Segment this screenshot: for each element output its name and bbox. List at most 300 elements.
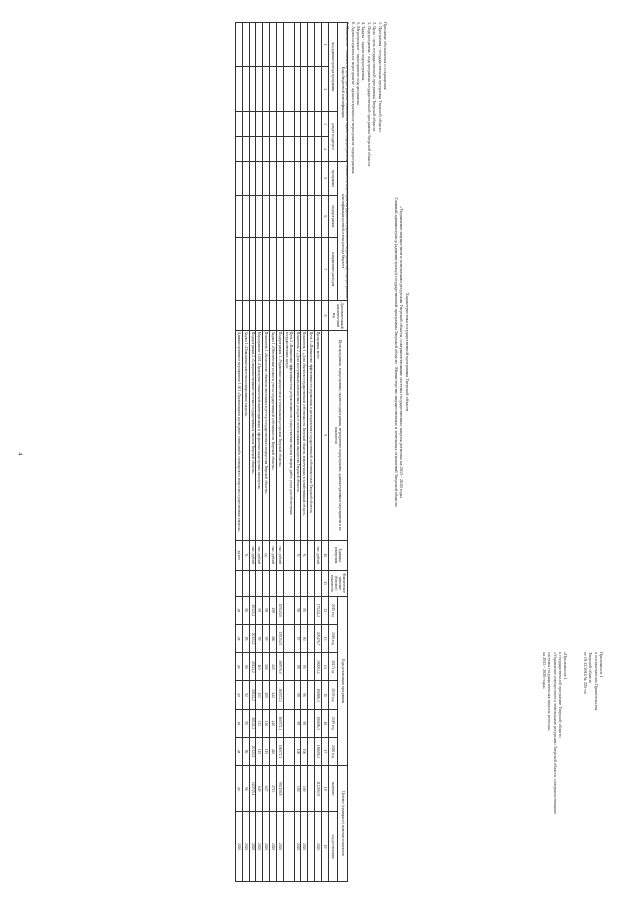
code-cell	[283, 301, 294, 330]
code-cell	[249, 195, 256, 238]
year-value-cell: 180696,3	[315, 681, 322, 709]
header-prog-code: Дополнительный аналитический код	[328, 301, 347, 330]
year-value-cell	[308, 653, 315, 681]
final-value-cell: 100	[301, 766, 308, 812]
table-body	[236, 23, 329, 882]
year-value-cell	[283, 653, 294, 681]
year-value-cell: 90	[301, 624, 308, 652]
year-value-cell: 110	[263, 709, 270, 737]
code-cell	[270, 137, 277, 162]
code-cell	[242, 111, 249, 136]
code-cell	[270, 238, 277, 301]
row-name-cell: Показатель 2 «Доля поступивших неналоговых доходов от использования имущества Тверской области»	[294, 330, 301, 540]
base-cell	[315, 570, 322, 596]
code-cell	[242, 195, 249, 238]
code-cell	[249, 111, 256, 136]
code-cell	[242, 67, 249, 111]
header-subprogram: подпрограмма	[328, 195, 338, 238]
year-value-cell: 98	[294, 681, 301, 709]
year-done-cell: 2020	[270, 812, 277, 882]
year-value-cell: 190094,2	[315, 653, 322, 681]
code-cell	[308, 301, 315, 330]
final-value-cell: 100	[294, 766, 301, 812]
header-target: классификация целевой статьи расхода бюджета	[338, 162, 348, 301]
code-cell	[236, 162, 243, 195]
legend-line: Принятые обозначения и сокращения:	[383, 22, 388, 91]
code-cell	[270, 301, 277, 330]
code-cell	[276, 67, 283, 111]
final-value-cell	[283, 766, 294, 812]
landscape-sheet	[30, 12, 610, 892]
code-cell	[236, 67, 243, 111]
year-value-cell: 113	[256, 681, 263, 709]
code-cell	[276, 23, 283, 67]
header-2015: 2015 год	[328, 596, 338, 624]
code-cell	[263, 67, 270, 111]
year-value-cell: 99	[263, 624, 270, 652]
year-value-cell: да	[236, 653, 243, 681]
final-value-cell	[308, 766, 315, 812]
header-unit: Единица измерения	[328, 540, 347, 570]
code-cell	[256, 195, 263, 238]
year-value-cell: да	[236, 624, 243, 652]
appendix-line: от 19.12.2014 № 225-пп	[582, 652, 588, 695]
column-index-cell: 9	[321, 330, 328, 540]
code-cell	[270, 67, 277, 111]
code-cell	[256, 301, 263, 330]
column-index-cell: 13	[321, 624, 328, 652]
year-value-cell: 160572,1	[276, 681, 283, 709]
final-value-cell: 627	[263, 766, 270, 812]
table-row	[315, 23, 322, 882]
header-razdel: раздел подраздел	[328, 111, 338, 161]
final-value-cell: 120745,1	[249, 766, 256, 812]
year-value-cell: 97	[294, 624, 301, 652]
code-cell	[294, 162, 301, 195]
year-value-cell: да	[236, 596, 243, 624]
year-value-cell: 113	[256, 709, 263, 737]
legend-line: 7. Показатель - показатель цели программы, показатель задачи подпрограммы, показатель мероприятия (административного мероприятия) подпрограммы.	[345, 22, 351, 299]
unit-cell	[283, 540, 294, 570]
code-cell	[236, 111, 243, 136]
year-value-cell: 20124,2	[249, 737, 256, 765]
header-2017: 2017 год	[328, 653, 338, 681]
code-cell	[294, 301, 301, 330]
code-cell	[263, 111, 270, 136]
code-cell	[301, 111, 308, 136]
year-value-cell	[308, 596, 315, 624]
code-cell	[256, 162, 263, 195]
table-row	[283, 23, 294, 882]
code-cell	[315, 238, 322, 301]
code-cell	[315, 162, 322, 195]
code-cell	[294, 137, 301, 162]
header-2018: 2018 год	[328, 681, 338, 709]
year-value-cell: 20124,2	[249, 653, 256, 681]
row-name-cell: Показатель 1 «Доля объектов государственной собственности Тверской области, вовлеченных в хозяйственный оборот»	[301, 330, 308, 540]
code-cell	[236, 23, 243, 67]
row-name-cell: Задача 1 «Обеспечение полноты учета государственной собственности Тверской области»	[270, 330, 277, 540]
code-cell	[308, 162, 315, 195]
row-name-cell: Административное мероприятие 1.001 «Организация и проведение совещаний и семинаров по вопросам осуществления закупок»	[236, 330, 243, 540]
code-cell	[294, 238, 301, 301]
year-value-cell: 488	[270, 596, 277, 624]
column-index-cell: 18	[321, 766, 328, 812]
code-cell	[301, 238, 308, 301]
title-line-2: «Управление имуществом и земельными ресурсами Тверской области, совершенствование системы государственных закупок региона» на 2015 - 2020 годы	[399, 206, 405, 498]
year-value-cell: 100	[294, 737, 301, 765]
base-cell	[308, 570, 315, 596]
row-name-cell: Программа, всего	[315, 330, 322, 540]
column-index-cell: 14	[321, 653, 328, 681]
header-program: программа	[328, 162, 338, 195]
year-done-cell: 2020	[315, 812, 322, 882]
year-value-cell: 180696,3	[315, 709, 322, 737]
code-cell	[301, 195, 308, 238]
table-row	[301, 23, 308, 882]
year-value-cell: 92	[242, 681, 249, 709]
unit-cell: тыс. рублей	[256, 540, 263, 570]
column-index-cell: 15	[321, 681, 328, 709]
column-index-cell: 3	[321, 111, 328, 136]
program-table	[235, 22, 351, 882]
code-cell	[283, 67, 294, 111]
year-value-cell	[283, 681, 294, 709]
row-name-cell: Показатель 1 «Количество объектов, внесенных в реестр государственного имущества Тверской области»	[263, 330, 270, 540]
year-done-cell: 2020	[249, 812, 256, 882]
row-name-cell: Подпрограмма 2 «Совершенствование системы государственных закупок Тверской области»	[249, 330, 256, 540]
year-value-cell: 440	[270, 737, 277, 765]
year-value-cell: 155120,0	[276, 596, 283, 624]
document-title	[393, 72, 410, 632]
code-cell	[263, 162, 270, 195]
code-cell	[308, 67, 315, 111]
unit-cell: тыс. рублей	[249, 540, 256, 570]
year-value-cell: 96	[301, 681, 308, 709]
header-2016: 2016 год	[328, 624, 338, 652]
code-cell	[276, 195, 283, 238]
code-cell	[276, 238, 283, 301]
unit-cell	[308, 540, 315, 570]
year-value-cell	[308, 709, 315, 737]
table-row	[294, 23, 301, 882]
year-done-cell: 2020	[294, 812, 301, 882]
base-cell	[301, 570, 308, 596]
code-cell	[263, 301, 270, 330]
header-year-done: год достижения	[328, 812, 338, 882]
unit-cell: %	[301, 540, 308, 570]
year-value-cell	[308, 681, 315, 709]
code-cell	[301, 162, 308, 195]
year-value-cell: 20124,2	[249, 624, 256, 652]
year-value-cell	[283, 737, 294, 765]
header-value: значение	[328, 766, 338, 812]
column-index-cell: 17	[321, 737, 328, 765]
header-code: Коды бюджетной классификации	[338, 23, 348, 162]
row-name-cell: Задача 1 «Повышение качества планирования закупок»	[242, 330, 249, 540]
code-cell	[249, 137, 256, 162]
year-value-cell	[308, 737, 315, 765]
year-value-cell: 180696,3	[315, 737, 322, 765]
year-value-cell: 100	[301, 737, 308, 765]
column-index-row	[321, 23, 328, 882]
year-value-cell: 96	[242, 737, 249, 765]
year-value-cell: 185352,5	[276, 624, 283, 652]
year-value-cell	[283, 709, 294, 737]
year-value-cell: 98	[301, 709, 308, 737]
unit-cell: %	[242, 540, 249, 570]
appendix-line: Тверской области	[588, 652, 594, 684]
code-cell	[283, 23, 294, 67]
year-value-cell: 443	[270, 653, 277, 681]
year-done-cell	[283, 812, 294, 882]
legend	[345, 22, 388, 422]
year-value-cell: да	[236, 737, 243, 765]
year-value-cell: 90	[242, 653, 249, 681]
code-cell	[249, 23, 256, 67]
appendix-line: «Управление имуществом и земельными ресурсами Тверской области, совершенствование	[552, 652, 558, 815]
unit-cell: да/нет	[236, 540, 243, 570]
year-value-cell: 175244,2	[315, 596, 322, 624]
final-value-cell: да	[236, 766, 243, 812]
code-cell	[308, 195, 315, 238]
final-value-cell: 96	[242, 766, 249, 812]
column-index-cell: 11	[321, 570, 328, 596]
code-cell	[256, 23, 263, 67]
year-value-cell: 115	[263, 737, 270, 765]
base-cell	[270, 570, 277, 596]
appendix-line: «Приложение 1	[563, 652, 569, 680]
header-admin: код администратора программы	[328, 23, 338, 112]
year-value-cell: 95	[301, 653, 308, 681]
base-cell	[294, 570, 301, 596]
column-index-cell: 6	[321, 195, 328, 238]
year-value-cell: 85	[242, 624, 249, 652]
final-value-cell: 649	[256, 766, 263, 812]
code-cell	[294, 111, 301, 136]
year-value-cell: 99	[256, 596, 263, 624]
unit-cell: ед.	[263, 540, 270, 570]
year-done-cell	[308, 812, 315, 882]
column-index-cell: 10	[321, 540, 328, 570]
year-value-cell: 96	[294, 596, 301, 624]
unit-cell: тыс. рублей	[315, 540, 322, 570]
code-cell	[315, 195, 322, 238]
column-index-cell: 12	[321, 596, 328, 624]
appendix-block-2	[541, 652, 568, 882]
legend-line: 2. Цель - цель государственной программы Тверской области.	[372, 22, 378, 133]
table-row	[263, 23, 270, 882]
code-cell	[315, 137, 322, 162]
unit-cell: тыс. рублей	[276, 540, 283, 570]
year-value-cell: 160572,1	[276, 737, 283, 765]
row-name-cell: Мероприятие 1.001 «Проведение технической инвентаризации и оформление кадастровых паспортов»	[256, 330, 263, 540]
row-name-cell: Цель 1 «Повышение эффективности управления и распоряжения государственной собственностью Тверской области»	[308, 330, 315, 540]
year-value-cell: 105	[263, 681, 270, 709]
table-row	[270, 23, 277, 882]
code-cell	[270, 23, 277, 67]
code-cell	[270, 195, 277, 238]
code-cell	[256, 238, 263, 301]
year-value-cell: 80	[242, 596, 249, 624]
base-cell	[263, 570, 270, 596]
code-cell	[276, 162, 283, 195]
year-value-cell: 169970,0	[276, 653, 283, 681]
appendix-line: Приложение 1	[599, 652, 604, 678]
legend-line: 1. Программа - государственная программа Тверской области.	[377, 22, 383, 133]
header-base: Фактическое значение (базовое) показателя	[328, 570, 347, 596]
code-cell	[249, 67, 256, 111]
column-index-cell: 8	[321, 301, 328, 330]
header-final: Целевое (суммарное) значение показателя	[338, 766, 348, 882]
code-cell	[283, 137, 294, 162]
code-cell	[236, 195, 243, 238]
table-row	[256, 23, 263, 882]
code-cell	[283, 195, 294, 238]
year-value-cell: 98	[263, 596, 270, 624]
code-cell	[294, 67, 301, 111]
code-cell	[242, 238, 249, 301]
base-cell	[249, 570, 256, 596]
year-value-cell: 85	[301, 596, 308, 624]
year-value-cell: 95	[242, 709, 249, 737]
year-value-cell: 100	[263, 653, 270, 681]
code-cell	[256, 67, 263, 111]
year-value-cell: 99	[294, 709, 301, 737]
code-cell	[308, 137, 315, 162]
column-index-cell: 5	[321, 162, 328, 195]
year-value-cell: 20124,2	[249, 596, 256, 624]
year-value-cell: 442	[270, 681, 277, 709]
year-done-cell: 2020	[263, 812, 270, 882]
year-value-cell: 160572,1	[276, 709, 283, 737]
appendix-line: на 2015 - 2020 годы»	[541, 652, 547, 690]
year-value-cell: да	[236, 681, 243, 709]
year-value-cell	[283, 624, 294, 652]
code-cell	[301, 23, 308, 67]
base-cell	[236, 570, 243, 596]
legend-line: 4. Задача - задача подпрограммы.	[361, 22, 367, 82]
code-cell	[242, 162, 249, 195]
year-value-cell: да	[236, 709, 243, 737]
code-cell	[301, 301, 308, 330]
code-cell	[236, 301, 243, 330]
code-cell	[263, 195, 270, 238]
code-cell	[242, 137, 249, 162]
year-value-cell: 115	[256, 737, 263, 765]
appendix-block-1	[582, 652, 604, 882]
table-row	[242, 23, 249, 882]
code-cell	[242, 301, 249, 330]
unit-cell: тыс. рублей	[270, 540, 277, 570]
appendix-line: к государственной программе Тверской области	[557, 652, 563, 738]
base-cell	[283, 570, 294, 596]
code-cell	[315, 301, 322, 330]
code-cell	[294, 23, 301, 67]
code-cell	[263, 238, 270, 301]
table-row	[308, 23, 315, 882]
header-name: Цели программы, подпрограммы, задачи подпрограммы, мероприятия подпрограммы, административные мероприятия и их показатели	[328, 330, 347, 540]
code-cell	[301, 137, 308, 162]
year-value-cell: 20124,2	[249, 681, 256, 709]
year-value-cell: 20124,2	[249, 709, 256, 737]
code-cell	[242, 23, 249, 67]
code-cell	[294, 195, 301, 238]
legend-line: 5. Мероприятие - мероприятие подпрограммы.	[355, 22, 361, 106]
final-value-cell: 992158,8	[276, 766, 283, 812]
table-row	[276, 23, 283, 882]
year-value-cell: 98	[294, 653, 301, 681]
year-done-cell: 2020	[242, 812, 249, 882]
legend-line: 6. Административное мероприятие - административное мероприятие подпрограммы.	[350, 22, 356, 175]
row-name-cell: Цель 2 «Повышение эффективности и результативности осуществления закупок товаров, работ, услуг для обеспечения государственных нужд»	[283, 330, 294, 540]
column-index-cell: 2	[321, 67, 328, 111]
code-cell	[249, 162, 256, 195]
year-done-cell: 2020	[236, 812, 243, 882]
code-cell	[236, 238, 243, 301]
code-cell	[263, 137, 270, 162]
code-cell	[270, 162, 277, 195]
code-cell	[276, 111, 283, 136]
page-number: 4	[16, 452, 23, 456]
year-value-cell: 460	[270, 624, 277, 652]
code-cell	[236, 137, 243, 162]
row-name-cell: Подпрограмма 1 «Управление имуществом и земельными ресурсами Тверской области»	[276, 330, 283, 540]
code-cell	[308, 23, 315, 67]
unit-cell: %	[294, 540, 301, 570]
year-value-cell: 99	[256, 624, 263, 652]
code-cell	[283, 238, 294, 301]
header-2020: 2020 год	[328, 737, 338, 765]
year-value-cell: 205476,7	[315, 624, 322, 652]
year-done-cell: 2020	[301, 812, 308, 882]
year-value-cell: 440	[270, 709, 277, 737]
code-cell	[301, 67, 308, 111]
code-cell	[308, 111, 315, 136]
table-row	[236, 23, 243, 882]
column-index-cell: 4	[321, 137, 328, 162]
code-cell	[249, 301, 256, 330]
year-value-cell: 110	[256, 653, 263, 681]
appendix-line: системы государственных закупок региона»	[547, 652, 553, 731]
column-index-cell: 16	[321, 709, 328, 737]
column-index-cell: 1	[321, 23, 328, 67]
legend-line: 3. Подпрограмма - подпрограмма государственной программы Тверской области.	[366, 22, 372, 168]
year-value-cell	[283, 596, 294, 624]
code-cell	[249, 238, 256, 301]
final-value-cell: 2713	[270, 766, 277, 812]
code-cell	[315, 67, 322, 111]
code-cell	[315, 23, 322, 67]
code-cell	[276, 301, 283, 330]
base-cell	[276, 570, 283, 596]
code-cell	[263, 23, 270, 67]
header-2019: 2019 год	[328, 709, 338, 737]
base-cell	[256, 570, 263, 596]
title-line-3: Главный администратор (администратор) государственной программы Тверской области - Министерство имущественных и земельных отношений Тверской области	[393, 197, 399, 507]
code-cell	[308, 238, 315, 301]
appendix-header	[527, 652, 604, 882]
title-line-1: Характеристика государственной программы Тверской области	[405, 292, 410, 412]
final-value-cell: 1112903,9	[315, 766, 322, 812]
year-done-cell: 2020	[276, 812, 283, 882]
code-cell	[283, 162, 294, 195]
column-index-cell: 7	[321, 238, 328, 301]
year-value-cell	[308, 624, 315, 652]
code-cell	[270, 111, 277, 136]
code-cell	[256, 111, 263, 136]
table-row	[249, 23, 256, 882]
